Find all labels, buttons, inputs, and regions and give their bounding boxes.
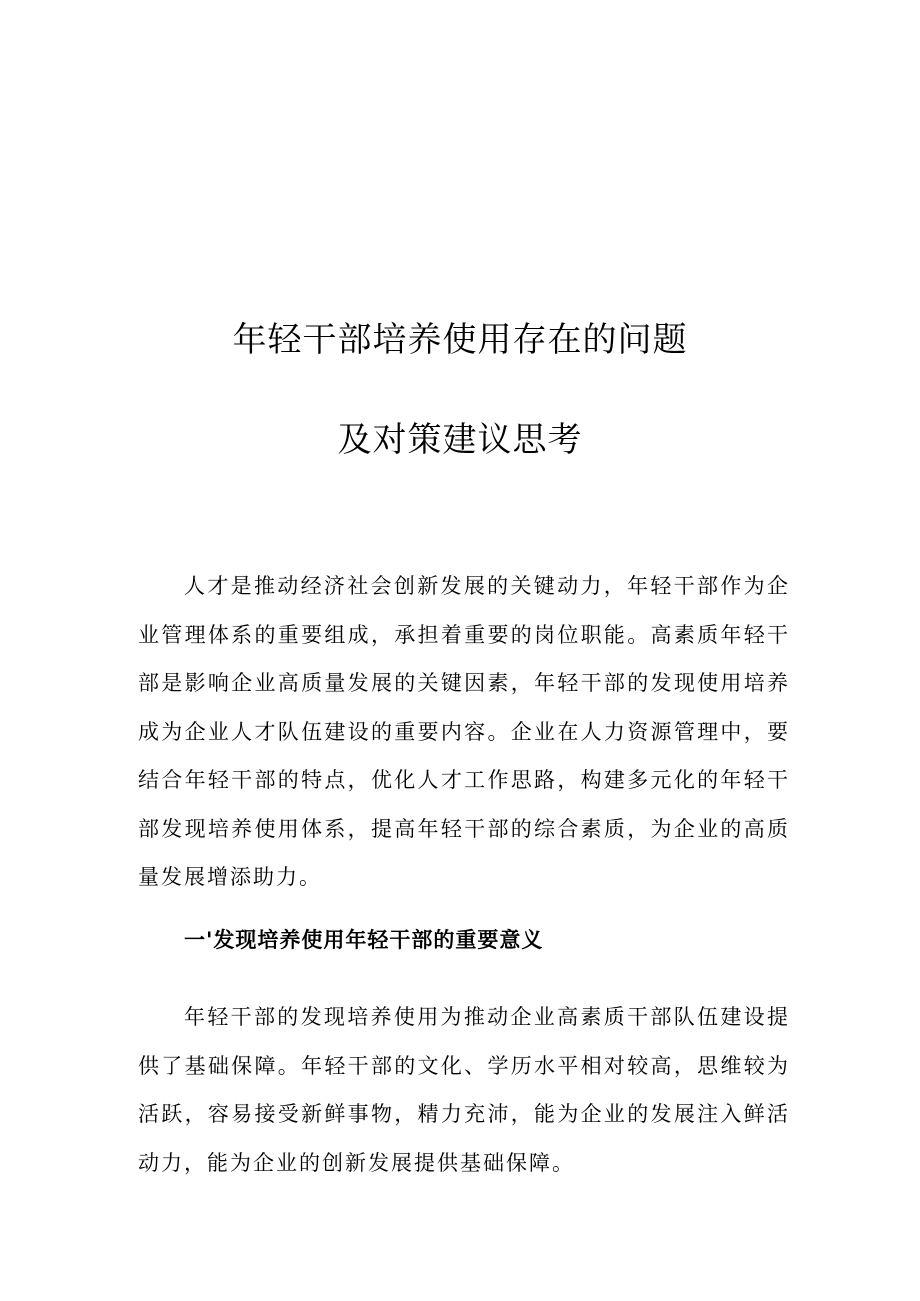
document-title-line-1: 年轻干部培养使用存在的问题 [232,320,688,360]
section-1-paragraph: 年轻干部的发现培养使用为推动企业高素质干部队伍建设提供了基础保障。年轻干部的文化、学历水平相对较高，思维较为活跃，容易接受新鲜事物，精力充沛，能为企业的发展注入鲜活动力，能为企业的创新发展提供基础保障。 [138,1005,790,1175]
section-1-heading: 一'发现培养使用年轻干部的重要意义 [184,928,544,952]
intro-paragraph: 人才是推动经济社会创新发展的关键动力，年轻干部作为企业管理体系的重要组成，承担着重要的岗位职能。高素质年轻干部是影响企业高质量发展的关键因素，年轻干部的发现使用培养成为企业人才队伍建设的重要内容。企业在人力资源管理中，要结合年轻干部的特点，优化人才工作思路，构建多元化的年轻干部发现培养使用体系，提高年轻干部的综合素质，为企业的高质量发展增添助力。 [138,574,790,889]
document-title-line-2: 及对策建议思考 [337,420,583,460]
